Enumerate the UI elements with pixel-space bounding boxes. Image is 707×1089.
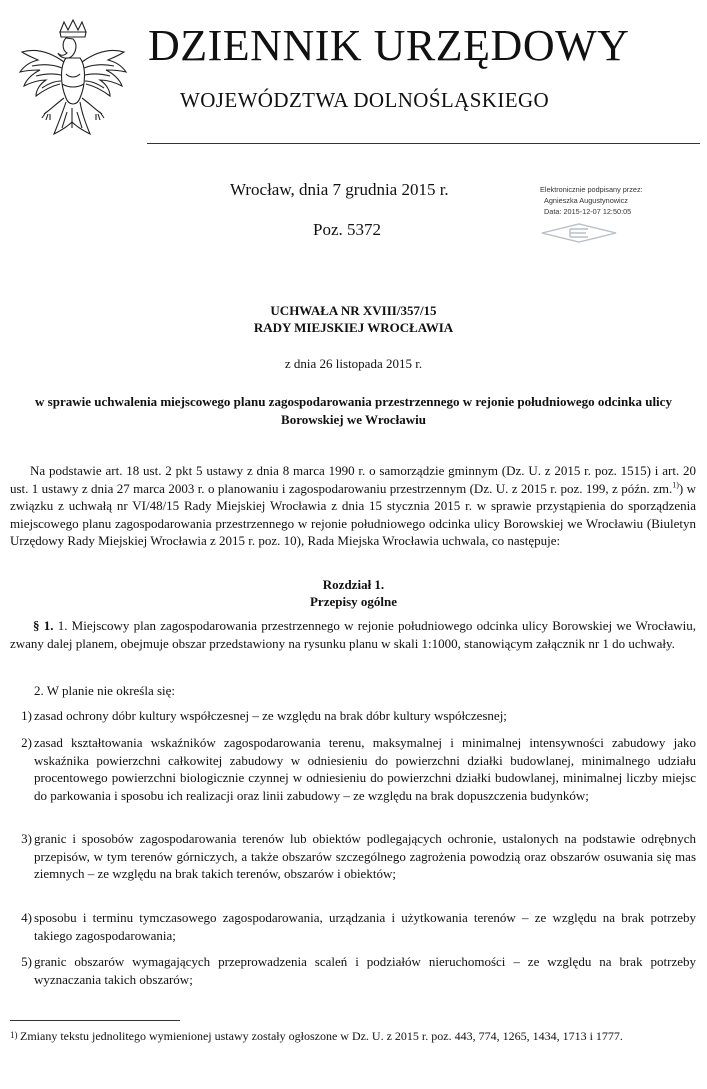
section-1-paragraph-2: 2. W planie nie określa się: <box>34 683 176 698</box>
list-item-number: 5) <box>21 954 32 969</box>
footnote-text: Zmiany tekstu jednolitego wymienionej ustawy zostały ogłoszone w Dz. U. z 2015 r. poz. 443, 774, 1265, 1434, 1713 i 1777. <box>20 1029 623 1043</box>
resolution-number: UCHWAŁA NR XVIII/357/15 <box>270 303 437 318</box>
list-item <box>10 830 696 883</box>
list-item-text: granic i sposobów zagospodarowania terenów lub obiektów podlegających ochronie, ustalonych na podstawie odrębnych przepisów, w tym terenów górniczych, a także obszarów szczególnego zagrożenia powodzią oraz obszarów osuwania się mas ziemnych – ze względu na brak takich terenów, obszarów i obiektów; <box>34 831 696 881</box>
list-item-number: 1) <box>21 708 32 723</box>
electronic-signature-block <box>540 184 700 217</box>
list-item-text: sposobu i terminu tymczasowego zagospodarowania, urządzania i użytkowania terenów – ze względu na brak potrzeby takiego zagospodarowania; <box>34 910 696 943</box>
section-mark: § 1. <box>33 618 54 633</box>
resolution-heading <box>0 302 707 336</box>
chapter-number: Rozdział 1. <box>322 577 385 592</box>
list-item <box>10 734 696 804</box>
list-item-number: 2) <box>21 735 32 750</box>
footnote-mark: 1) <box>10 1030 18 1040</box>
polish-white-eagle-emblem-icon <box>14 18 132 156</box>
resolution-date: z dnia 26 listopada 2015 r. <box>284 356 423 371</box>
e-signature-logo-icon <box>540 222 618 244</box>
signature-label: Elektronicznie podpisany przez: <box>540 185 643 194</box>
place-and-date: Wrocław, dnia 7 grudnia 2015 r. <box>230 180 449 199</box>
list-item <box>10 707 696 725</box>
resolution-subject: w sprawie uchwalenia miejscowego planu zagospodarowania przestrzennego w rejonie południowego odcinka ulicy Borowskiej we Wrocławiu <box>35 394 672 427</box>
list-item-number: 4) <box>21 910 32 925</box>
list-item <box>10 909 696 944</box>
list-item-text: zasad kształtowania wskaźników zagospodarowania terenu, maksymalnej i minimalnej intensywności zabudowy jako wskaźnika powierzchni całkowitej zabudowy w odniesieniu do powierzchni działki budowlanej, minimalnego udziału procentowego powierzchni biologicznie czynnej w odniesieniu do powierzchni działki budowlanej, minimalnej liczby miejsc do parkowania i sposobu ich realizacji oraz linii zabudowy – ze względu na brak dopuszczenia budynków; <box>34 735 696 803</box>
preamble-paragraph <box>10 462 696 550</box>
list-item-text: granic obszarów wymagających przeprowadzenia scaleń i podziałów nieruchomości – ze względu na brak potrzeby wyznaczania takich obszarów; <box>34 954 696 987</box>
chapter-heading <box>0 576 707 610</box>
preamble-text-b: ) w związku z uchwałą nr VI/48/15 Rady Miejskiej Wrocławia z dnia 15 stycznia 2015 r. w sprawie przystąpienia do sporządzenia miejscowego planu zagospodarowania przestrzennego w rejonie południowego odcinka ulicy Borowskiej we Wrocławiu (Biuletyn Urzędowy Rady Miejskiej Wrocławia z 2015 r. poz. 10), Rada Miejska Wrocławia uchwala, co następuje: <box>10 480 697 548</box>
resolution-body: RADY MIEJSKIEJ WROCŁAWIA <box>253 320 454 335</box>
preamble-text-a: Na podstawie art. 18 ust. 2 pkt 5 ustawy z dnia 8 marca 1990 r. o samorządzie gminnym (Dz. U. z 2015 r. poz. 1515) i art. 20 ust. 1 ustawy z dnia 27 marca 2003 r. o planowaniu i zagospodarowaniu przestrzennym (Dz. U. z 2015 r. poz. 199, z późn. zm. <box>10 463 696 496</box>
list-item-number: 3) <box>21 831 32 846</box>
signer-name: Agnieszka Augustynowicz <box>544 196 628 205</box>
list-item <box>10 953 696 988</box>
position-number: Poz. 5372 <box>313 220 381 239</box>
footnote-reference[interactable]: 1) <box>672 480 679 490</box>
footnote <box>10 1028 696 1044</box>
signature-date: Data: 2015-12-07 12:50:05 <box>544 207 632 216</box>
masthead-divider <box>147 143 700 144</box>
masthead-title: DZIENNIK URZĘDOWY <box>148 21 630 70</box>
chapter-title: Przepisy ogólne <box>309 594 397 609</box>
footnote-divider <box>10 1020 180 1021</box>
section-1-text: 1. Miejscowy plan zagospodarowania przestrzennego w rejonie południowego odcinka ulicy Borowskiej we Wrocławiu, zwany dalej planem, obejmuje obszar przedstawiony na rysunku planu w skali 1:1000, stanowiącym załącznik nr 1 do uchwały. <box>10 618 696 651</box>
list-item-text: zasad ochrony dóbr kultury współczesnej – ze względu na brak dóbr kultury współczesnej; <box>34 708 507 723</box>
masthead-subtitle: WOJEWÓDZTWA DOLNOŚLĄSKIEGO <box>180 88 550 112</box>
section-1-paragraph-1 <box>10 617 696 652</box>
